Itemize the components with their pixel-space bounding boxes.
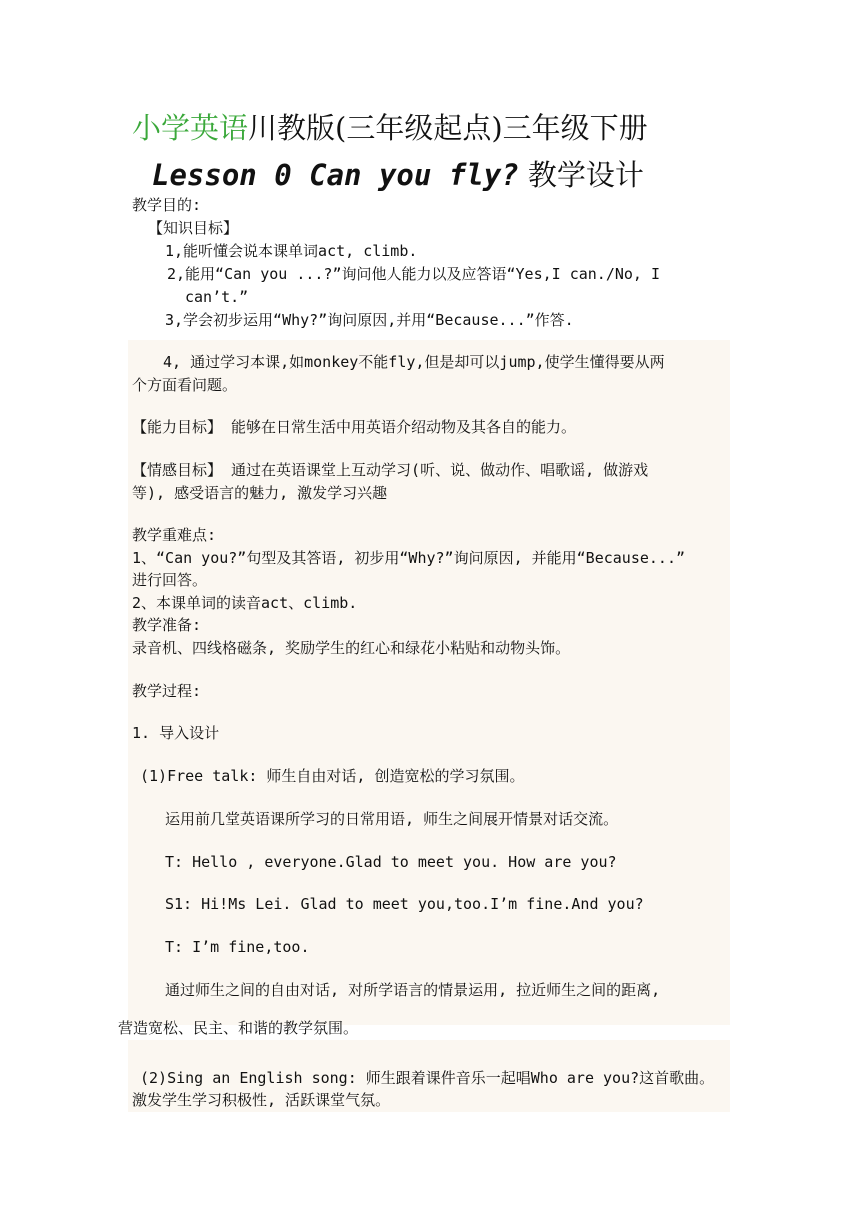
dialog-line-teacher-1: T: Hello , everyone.Glad to meet you. How are you? [165, 853, 617, 871]
summary-text-cont: 营造宽松、民主、和谐的教学氛围。 [118, 1019, 359, 1037]
knowledge-item-1: 1,能听懂会说本课单词act, climb. [165, 242, 418, 260]
knowledge-item-3: 3,学会初步运用“Why?”询问原因,并用“Because...”作答. [165, 311, 574, 329]
song-activity: (2)Sing an English song: 师生跟着课件音乐一起唱Who are you?这首歌曲。 [140, 1069, 715, 1087]
knowledge-heading: 【知识目标】 [148, 219, 239, 237]
lesson-design-label: 教学设计 [518, 158, 644, 192]
emotion-objective: 【情感目标】 通过在英语课堂上互动学习(听、说、做动作、唱歌谣, 做游戏 [132, 461, 649, 479]
dialog-line-teacher-2: T: I’m fine,too. [165, 938, 310, 956]
difficulty-item-1-cont: 进行回答。 [132, 571, 208, 589]
title-edition: 川教版(三年级起点)三年级下册 [248, 111, 648, 145]
knowledge-item-4: 4, 通过学习本课,如monkey不能fly,但是却可以jump,使学生懂得要从两 [163, 353, 665, 371]
process-heading: 教学过程: [132, 682, 202, 700]
document-subtitle [152, 155, 644, 195]
summary-text: 通过师生之间的自由对话, 对所学语言的情景运用, 拉近师生之间的距离, [165, 981, 661, 999]
lesson-title: Lesson 0 Can you fly? [152, 158, 519, 192]
free-talk-description: 运用前几堂英语课所学习的日常用语, 师生之间展开情景对话交流。 [165, 810, 619, 828]
objectives-heading: 教学目的: [132, 196, 202, 214]
difficulty-item-1: 1、“Can you?”句型及其答语, 初步用“Why?”询问原因, 并能用“Because...” [132, 549, 686, 567]
dialog-line-student-1: S1: Hi!Ms Lei. Glad to meet you,too.I’m fine.And you? [165, 895, 644, 913]
step-1-heading: 1. 导入设计 [132, 724, 220, 742]
song-activity-cont: 激发学生学习积极性, 活跃课堂气氛。 [132, 1091, 391, 1109]
emotion-objective-cont: 等), 感受语言的魅力, 激发学习兴趣 [132, 484, 388, 502]
ability-objective: 【能力目标】 能够在日常生活中用英语介绍动物及其各自的能力。 [132, 418, 577, 436]
title-subject: 小学英语 [132, 111, 249, 145]
document-title [132, 108, 648, 148]
prep-text: 录音机、四线格磁条, 奖励学生的红心和绿花小粘贴和动物头饰。 [132, 639, 571, 657]
shaded-block [128, 340, 730, 1025]
difficulty-heading: 教学重难点: [132, 526, 217, 544]
difficulty-item-2: 2、本课单词的读音act、climb. [132, 594, 358, 612]
knowledge-item-4-cont: 个方面看问题。 [132, 376, 238, 394]
knowledge-item-2: 2,能用“Can you ...?”询问他人能力以及应答语“Yes,I can./No, I [167, 265, 661, 283]
prep-heading: 教学准备: [132, 616, 202, 634]
knowledge-item-2-cont: can’t.” [185, 288, 249, 306]
free-talk-heading: (1)Free talk: 师生自由对话, 创造宽松的学习氛围。 [140, 767, 525, 785]
